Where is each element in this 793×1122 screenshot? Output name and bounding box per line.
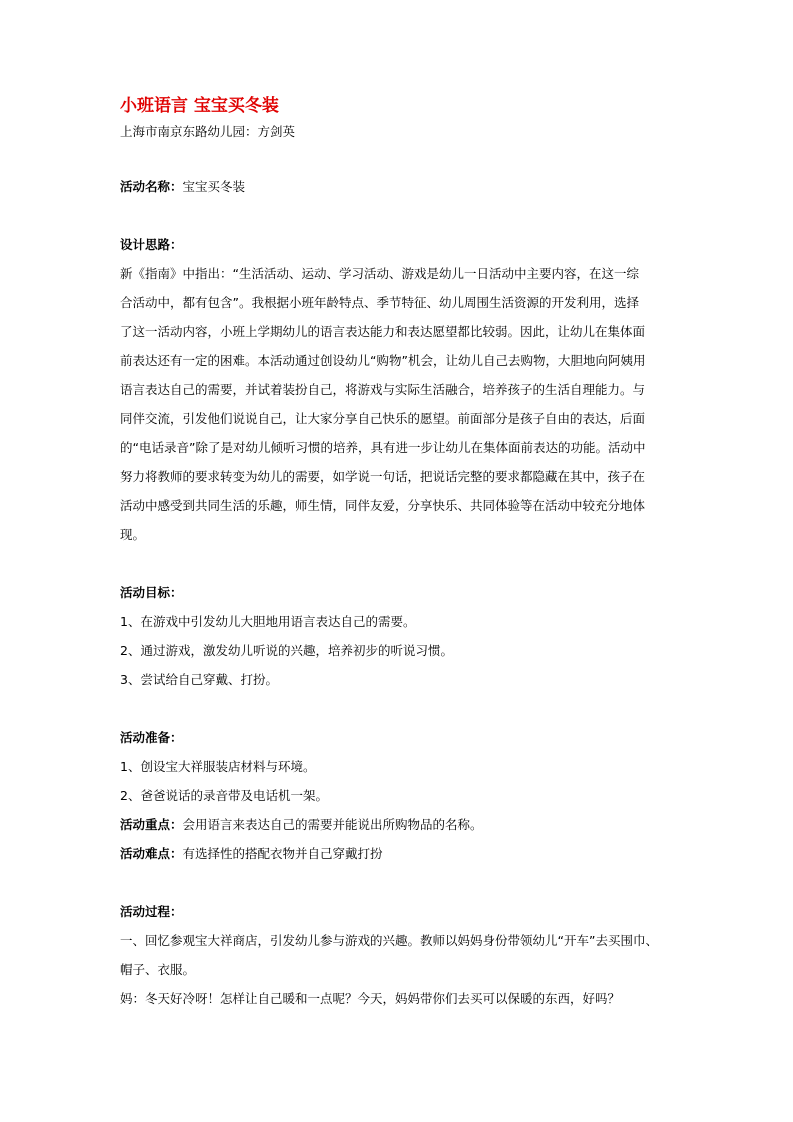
key-point-value: 会用语言来表达自己的需要并能说出所购物品的名称。 [182,817,483,832]
design-line: 的“电话录音”除了是对幼儿倾听习惯的培养，具有进一步让幼儿在集体面前表达的功能。活动中 [120,440,646,455]
spacer [120,868,680,897]
goal-item: 1、在游戏中引发幼儿大胆地用语言表达自己的需要。 [120,614,416,629]
process-label: 活动过程： [120,904,183,919]
process-line: 妈：冬天好冷呀！怎样让自己暖和一点呢？今天，妈妈带你们去买可以保暖的东西，好吗？ [120,991,621,1006]
design-line: 活动中感受到共同生活的乐趣，师生情，同伴友爱，分享快乐、共同体验等在活动中较充分地体 [120,498,646,513]
author-line: 上海市南京东路幼儿园：方剑英 [120,124,296,139]
spacer [120,549,680,578]
design-line: 合活动中，都有包含”。我根据小班年龄特点、季节特征、幼儿周围生活资源的开发利用，选择 [120,295,639,310]
design-line: 努力将教师的要求转变为幼儿的需要，如学说一句话，把说话完整的要求都隐藏在其中，孩子在 [120,469,646,484]
design-line: 前表达还有一定的困难。本活动通过创设幼儿“购物”机会，让幼儿自己去购物，大胆地向阿姨用 [120,353,646,368]
difficulty-value: 有选择性的搭配衣物并自己穿戴打扮 [182,846,383,861]
goal-item: 3、尝试给自己穿戴、打扮。 [120,672,278,687]
document-content [120,95,680,1013]
key-point [120,810,680,839]
spacer [120,143,680,172]
activity-name [120,172,680,201]
design-line: 语言表达自己的需要，并试着装扮自己，将游戏与实际生活融合，培养孩子的生活自理能力。与 [120,382,646,397]
spacer [120,694,680,723]
design-paragraph [120,259,680,549]
activity-name-label: 活动名称： [120,179,183,194]
process-line: 一、回忆参观宝大祥商店，引发幼儿参与游戏的兴趣。教师以妈妈身份带领幼儿“开车”去买围巾、 [120,933,658,948]
design-line: 新《指南》中指出：“生活活动、运动、学习活动、游戏是幼儿一日活动中主要内容，在这一综 [120,266,639,281]
spacer [120,201,680,230]
design-line: 同伴交流，引发他们说说自己，让大家分享自己快乐的愿望。前面部分是孩子自由的表达，后面 [120,411,646,426]
goals-label: 活动目标： [120,585,183,600]
goal-item: 2、通过游戏，激发幼儿听说的兴趣，培养初步的听说习惯。 [120,643,453,658]
design-line: 了这一活动内容，小班上学期幼儿的语言表达能力和表达愿望都比较弱。因此，让幼儿在集体面 [120,324,646,339]
design-label: 设计思路： [120,237,183,252]
difficulty-point [120,839,680,868]
prep-item: 1、创设宝大祥服装店材料与环境。 [120,759,316,774]
key-point-label: 活动重点： [120,817,183,832]
process-line: 帽子、衣服。 [120,962,196,977]
difficulty-label: 活动难点： [120,846,183,861]
activity-name-value: 宝宝买冬装 [182,179,246,194]
prep-label: 活动准备： [120,730,183,745]
prep-item: 2、爸爸说话的录音带及电话机一架。 [120,788,328,803]
design-line: 现。 [120,527,146,542]
page-title: 小班语言 宝宝买冬装 [120,96,279,116]
